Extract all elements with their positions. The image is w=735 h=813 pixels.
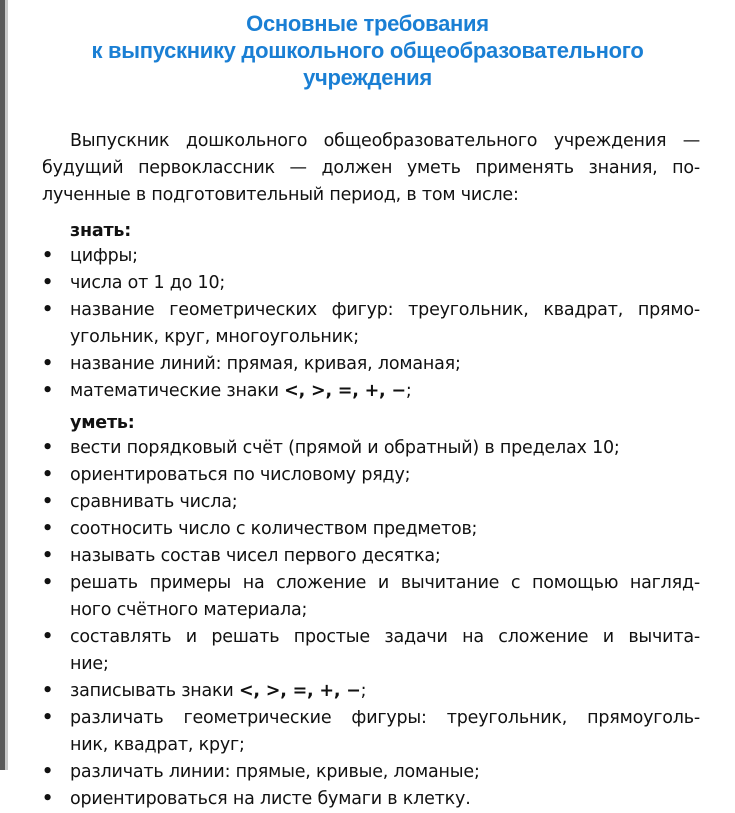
bullet-icon: • xyxy=(42,465,53,485)
title-line-3: учреждения xyxy=(303,65,432,90)
list-item xyxy=(42,489,707,516)
list-item xyxy=(42,243,707,270)
page-title xyxy=(0,10,735,91)
bullet-icon: • xyxy=(42,762,53,782)
list-item-text-continued: ник, квадрат, круг; xyxy=(70,735,245,755)
list-item xyxy=(42,786,707,813)
math-symbols: <, >, =, +, − xyxy=(284,381,406,401)
list-item-text: название линий: прямая, кривая, ломаная; xyxy=(70,354,461,374)
list-item-text: различать геометрические фигуры: треугольник, прямоуголь- xyxy=(70,708,700,728)
math-symbols: <, >, =, +, − xyxy=(238,681,361,701)
list-item xyxy=(42,570,707,624)
document-body xyxy=(42,128,707,813)
bullet-icon: • xyxy=(42,300,53,320)
list-item xyxy=(42,516,707,543)
bullet-icon: • xyxy=(42,546,53,566)
bullet-icon: • xyxy=(42,519,53,539)
list-item-suffix: ; xyxy=(405,381,412,401)
title-line-2: к выпускнику дошкольного общеобразовательного xyxy=(91,38,644,63)
bullet-icon: • xyxy=(42,573,53,593)
title-line-1: Основные требования xyxy=(246,11,489,36)
can-list xyxy=(42,435,707,813)
list-item xyxy=(42,624,707,678)
list-item-prefix: математические знаки xyxy=(70,381,285,401)
list-item xyxy=(42,678,707,705)
know-heading: знать: xyxy=(70,221,132,241)
list-item-text-continued: ние; xyxy=(70,654,109,674)
list-item-text: ориентироваться на листе бумаги в клетку. xyxy=(70,789,471,809)
list-item-text: вести порядковый счёт (прямой и обратный) в пределах 10; xyxy=(70,438,620,458)
bullet-icon: • xyxy=(42,789,53,809)
list-item-text: называть состав чисел первого десятка; xyxy=(70,546,441,566)
list-item-text: соотносить число с количеством предметов; xyxy=(70,519,478,539)
list-item xyxy=(42,462,707,489)
list-item-text: различать линии: прямые, кривые, ломаные; xyxy=(70,762,480,782)
bullet-icon: • xyxy=(42,246,53,266)
list-item xyxy=(42,297,707,351)
bullet-icon: • xyxy=(42,627,53,647)
list-item-text: числа от 1 до 10; xyxy=(70,273,226,293)
list-item-suffix: ; xyxy=(360,681,367,701)
list-item xyxy=(42,705,707,759)
list-item-text: решать примеры на сложение и вычитание с помощью нагляд- xyxy=(70,573,700,593)
bullet-icon: • xyxy=(42,354,53,374)
intro-line-1: Выпускник дошкольного общеобразовательного учреждения — xyxy=(70,131,700,151)
can-heading: уметь: xyxy=(70,413,135,433)
bullet-icon: • xyxy=(42,438,53,458)
list-item-text: составлять и решать простые задачи на сложение и вычита- xyxy=(70,627,700,647)
intro-paragraph xyxy=(42,128,707,209)
list-item xyxy=(42,351,707,378)
bullet-icon: • xyxy=(42,381,53,401)
list-item-text: цифры; xyxy=(70,246,138,266)
list-item-text-continued: угольник, круг, многоугольник; xyxy=(70,327,359,347)
list-item-text xyxy=(70,378,707,405)
bullet-icon: • xyxy=(42,681,53,701)
bullet-icon: • xyxy=(42,273,53,293)
list-item xyxy=(42,270,707,297)
bullet-icon: • xyxy=(42,708,53,728)
intro-line-3: лученные в подготовительный период, в том числе: xyxy=(42,185,519,205)
list-item xyxy=(42,543,707,570)
list-item-text: сравнивать числа; xyxy=(70,492,238,512)
list-item xyxy=(42,378,707,405)
list-item xyxy=(42,435,707,462)
list-item-text xyxy=(70,678,707,705)
list-item-prefix: записывать знаки xyxy=(70,681,239,701)
know-list xyxy=(42,243,707,405)
list-item xyxy=(42,759,707,786)
scan-edge-highlight xyxy=(5,0,8,770)
bullet-icon: • xyxy=(42,492,53,512)
list-item-text: ориентироваться по числовому ряду; xyxy=(70,465,411,485)
intro-line-2: будущий первоклассник — должен уметь применять знания, по- xyxy=(42,158,700,178)
list-item-text-continued: ного счётного материала; xyxy=(70,600,308,620)
list-item-text: название геометрических фигур: треугольник, квадрат, прямо- xyxy=(70,300,700,320)
